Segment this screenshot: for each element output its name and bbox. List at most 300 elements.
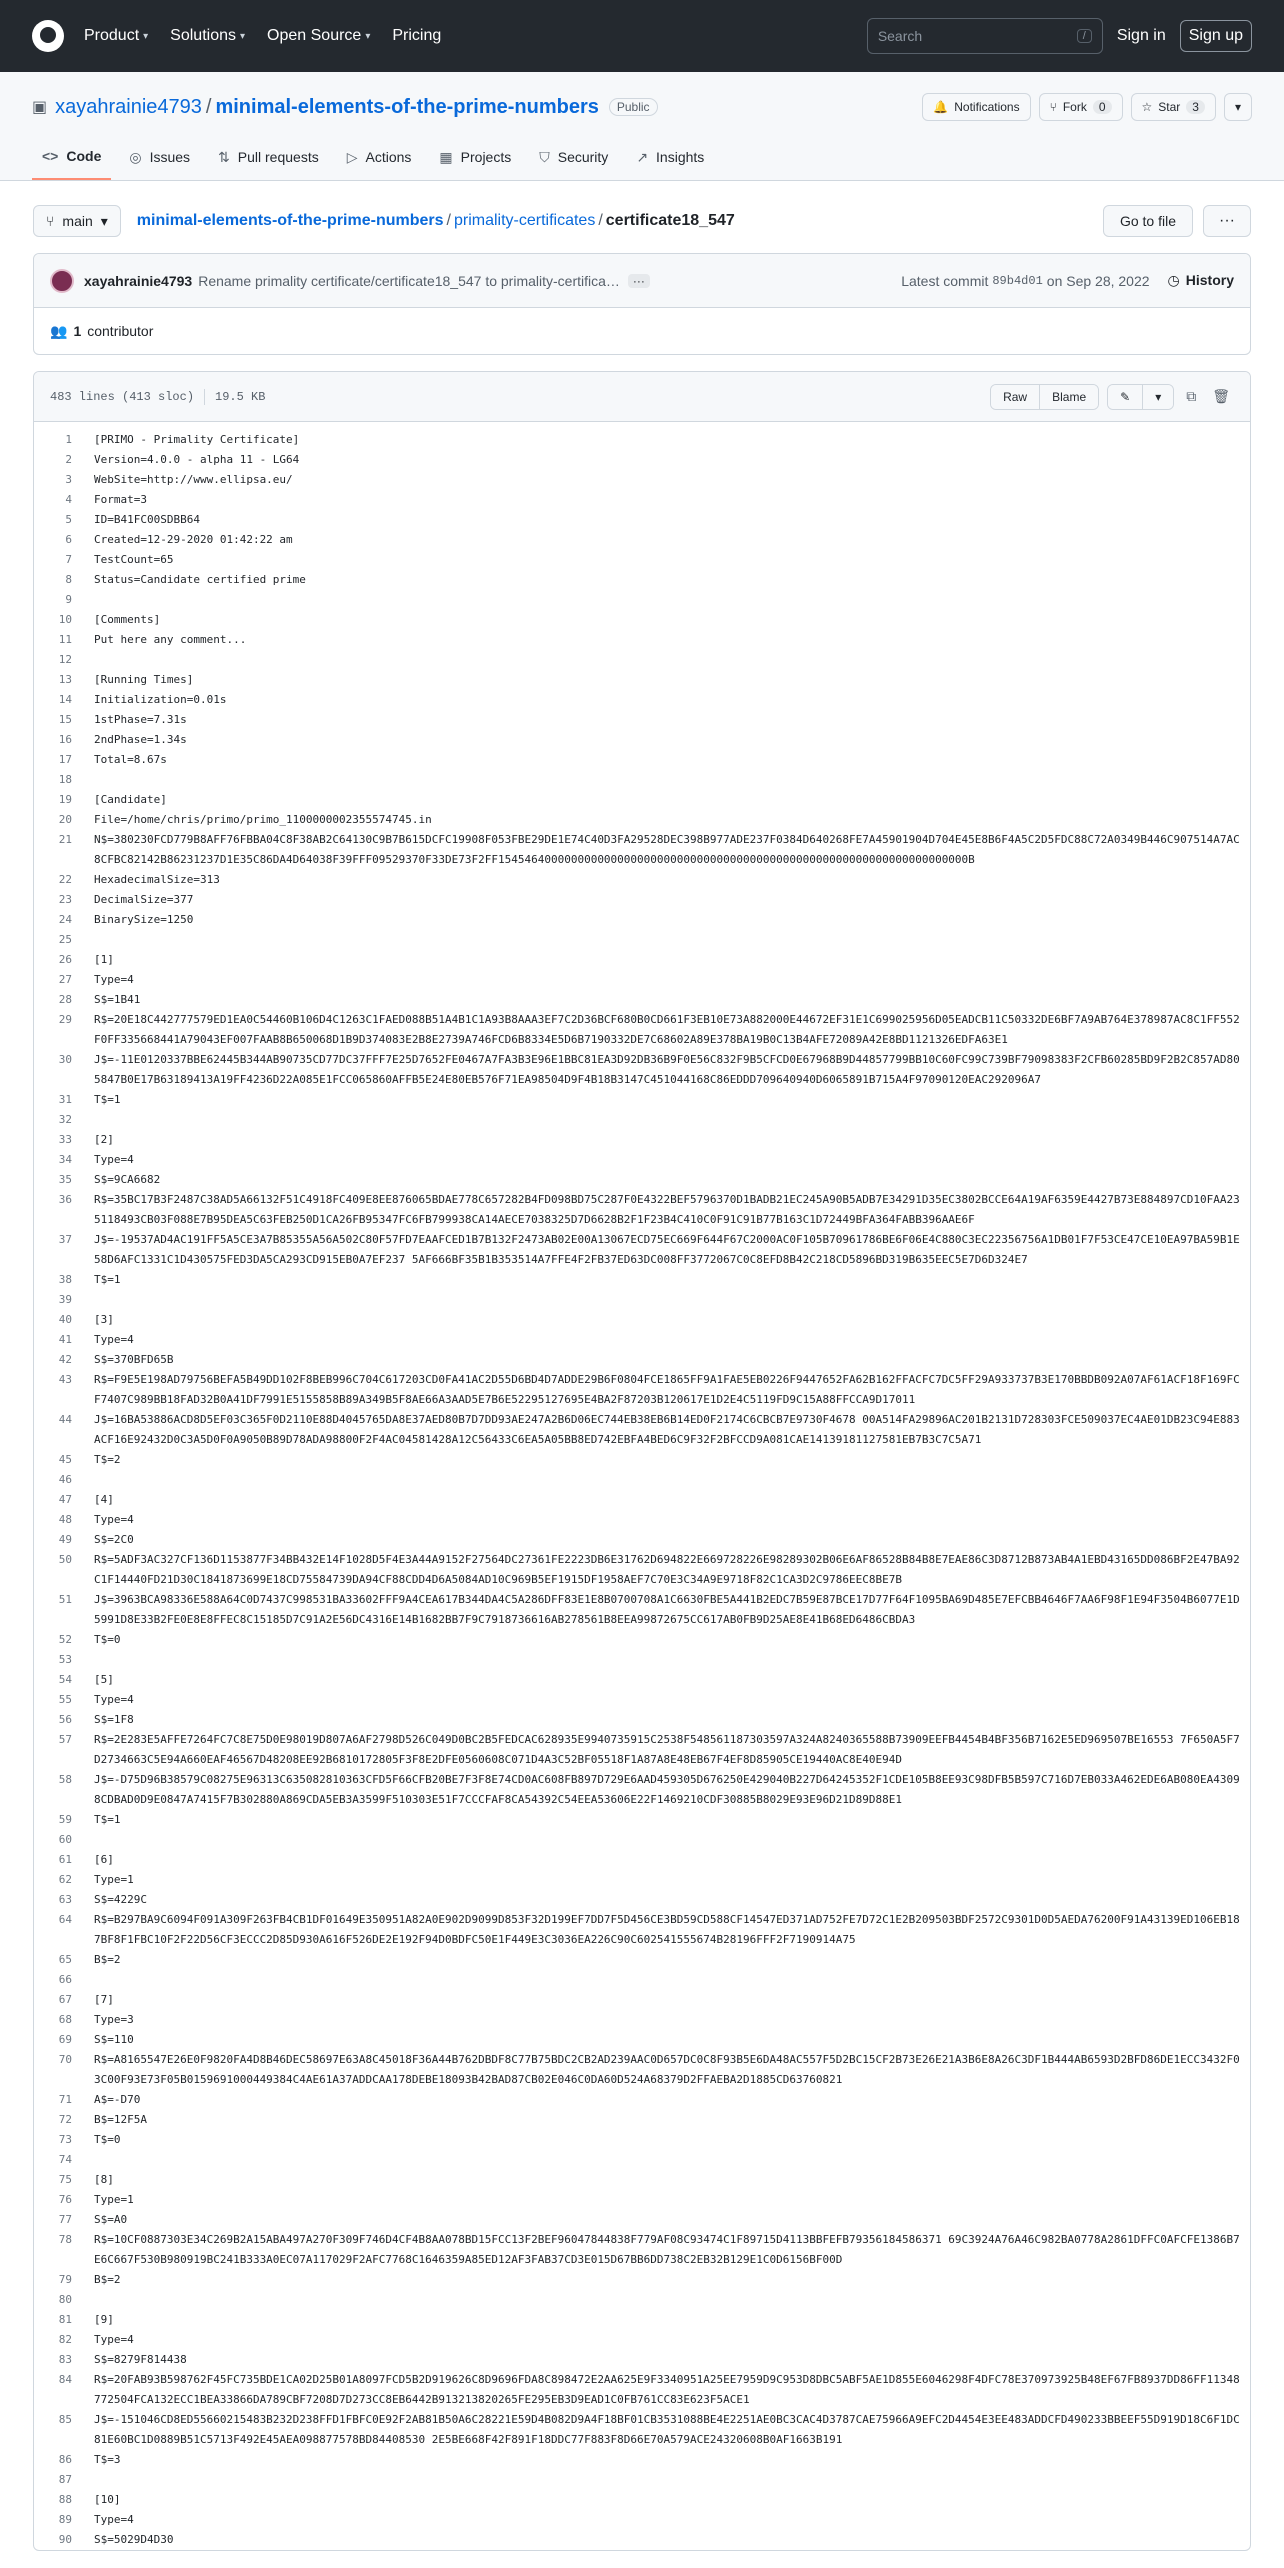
line-text: Type=4 [94, 1333, 134, 1346]
tab-actions-label: Actions [365, 149, 412, 165]
line-text: Total=8.67s [94, 753, 167, 766]
repo-owner-link[interactable]: xayahrainie4793 [55, 95, 202, 118]
line-text [84, 1830, 1250, 1850]
code-line [34, 1490, 1250, 1510]
line-number[interactable]: 13 [58, 673, 72, 686]
file-size: 19.5 KB [215, 389, 266, 404]
code-line [34, 1510, 1250, 1530]
code-line [34, 1330, 1250, 1350]
line-text: File=/home/chris/primo/primo_1100000002355574745.in [94, 813, 432, 826]
line-number[interactable]: 23 [58, 893, 72, 906]
line-number[interactable]: 25 [58, 933, 72, 946]
code-line [34, 1290, 1250, 1310]
line-number[interactable]: 89 [58, 2513, 72, 2526]
line-number[interactable]: 21 [58, 833, 72, 846]
code-line [34, 810, 1250, 830]
line-text: [Candidate] [94, 793, 167, 806]
line-number[interactable]: 14 [58, 693, 72, 706]
code-line [34, 590, 1250, 610]
line-number[interactable]: 73 [58, 2133, 72, 2146]
line-text [84, 2150, 1250, 2170]
code-line [34, 470, 1250, 490]
line-number[interactable]: 7 [65, 553, 72, 566]
code-icon: <> [42, 148, 59, 164]
line-number[interactable]: 56 [58, 1713, 72, 1726]
line-number[interactable]: 32 [58, 1113, 72, 1126]
line-number[interactable]: 49 [58, 1533, 72, 1546]
line-number[interactable]: 30 [58, 1053, 72, 1066]
line-number[interactable]: 80 [58, 2293, 72, 2306]
line-text [84, 1970, 1250, 1990]
code-line [34, 890, 1250, 910]
breadcrumb [137, 212, 735, 230]
main-content [0, 181, 1284, 2551]
line-text: T$=1 [94, 1093, 121, 1106]
line-number[interactable]: 18 [58, 773, 72, 786]
expand-commit-button[interactable]: ··· [628, 274, 650, 288]
code-line [34, 830, 1250, 870]
tab-code-label: Code [66, 148, 102, 164]
line-number[interactable]: 45 [58, 1453, 72, 1466]
nav-pricing[interactable] [392, 27, 441, 45]
line-text: TestCount=65 [94, 553, 174, 566]
code-line [34, 1810, 1250, 1830]
line-number[interactable]: 84 [58, 2373, 72, 2386]
line-text: S$=1B41 [94, 993, 141, 1006]
code-line [34, 1090, 1250, 1110]
line-number[interactable]: 62 [58, 1873, 72, 1886]
line-number[interactable]: 69 [58, 2033, 72, 2046]
line-text: T$=1 [94, 1273, 121, 1286]
fork-count: 0 [1093, 100, 1112, 114]
line-number[interactable]: 19 [58, 793, 72, 806]
github-logo-icon[interactable] [32, 20, 64, 52]
line-number[interactable]: 12 [58, 653, 72, 666]
line-number[interactable]: 51 [58, 1593, 72, 1606]
line-text: WebSite=http://www.ellipsa.eu/ [94, 473, 293, 486]
branch-select-button[interactable] [33, 205, 121, 237]
line-number[interactable]: 38 [58, 1273, 72, 1286]
line-text: J$=-D75D96B38579C08275E96313C635082810363CFD5F66CFB20BE7F3F8E74CD0AC608FB897D729E6AAD459305D676250E429040B227D64245352F1CDE105B8EE93C98DFB5B597C716D7EB033A462EDE6AB080EA43098CDBAD0D9E0847A7415F7B302880A869CDA5EB3A3599F510303E51F7CCCFAF8CA54392C54EEA53606E22F1469210CDF30885B8029E93E96D21D89D88E1 [94, 1773, 1240, 1806]
line-number[interactable]: 2 [65, 453, 72, 466]
nav-product[interactable] [84, 27, 148, 45]
chevron-down-icon[interactable]: ▾ [1142, 385, 1173, 409]
line-number[interactable]: 63 [58, 1893, 72, 1906]
line-number[interactable]: 26 [58, 953, 72, 966]
commit-message-link[interactable]: Rename primality certificate/certificate18_547 to primality-certifica… [198, 272, 620, 289]
tab-actions[interactable] [337, 136, 422, 180]
breadcrumb-repo-link[interactable]: minimal-elements-of-the-prime-numbers [136, 212, 444, 229]
line-text: R$=35BC17B3F2487C38AD5A66132F51C4918FC409E8EE876065BDAE778C657282B4FD098BD75C287F0E4322BEF5796370D1BADB21EC245A90B5ADB7E34291D35EC3802BCCE64A19AF6359E4427B73E884897CD10FAA235118493CB03F088E7B95DEA5C63FEB250D1CA26FB95347FC6FB799938CA14AECE7038325D7D6628B2F1F23B4C410C0F91C91B77B163C1D72449BFA364FABB396AAE6F [94, 1193, 1240, 1226]
file-viewer [33, 371, 1251, 2551]
code-line [34, 1870, 1250, 1890]
commit-date: on Sep 28, 2022 [1046, 272, 1150, 289]
line-number[interactable]: 87 [58, 2473, 72, 2486]
repo-name-link[interactable]: minimal-elements-of-the-prime-numbers [215, 95, 599, 118]
line-text: S$=9CA6682 [94, 1173, 161, 1186]
line-text: R$=20FAB93B598762F45FC735BDE1CA02D25B01A8097FCD5B2D919626C8D9696FDA8C898472E2AA625E9F3340951A25EE7959D9C953D8DBC5ABF5AE1D855E6046298F4DFC78E370973925B48EF67FB8937DD86FF11348772504FCA132ECC1BEA33866DA789CBF7208D7D273CC8EB6442B913213820265FE295EB3D9EAD1C0FB761CC83E623F5ACE1 [94, 2373, 1240, 2406]
line-number[interactable]: 61 [58, 1853, 72, 1866]
contributors-label: contributor [87, 323, 154, 339]
code-line [34, 1950, 1250, 1970]
line-text: [10] [94, 2493, 121, 2506]
nav-product-label: Product [84, 27, 140, 44]
code-line [34, 1110, 1250, 1130]
line-number[interactable]: 15 [58, 713, 72, 726]
code-line [34, 490, 1250, 510]
line-number[interactable]: 50 [58, 1553, 72, 1566]
line-number[interactable]: 33 [58, 1133, 72, 1146]
commit-author-link[interactable]: xayahrainie4793 [84, 272, 193, 289]
breadcrumb-dir-link[interactable]: primality-certificates [453, 212, 596, 229]
line-text: BinarySize=1250 [94, 913, 194, 926]
line-number[interactable]: 37 [58, 1233, 72, 1246]
search-placeholder: Search [877, 28, 923, 44]
line-number[interactable]: 74 [58, 2153, 72, 2166]
code-line [34, 2110, 1250, 2130]
code-line [34, 1830, 1250, 1850]
pencil-icon[interactable]: ✎ [1108, 385, 1142, 409]
line-number[interactable]: 9 [65, 593, 72, 606]
line-text: Type=4 [94, 2513, 134, 2526]
chevron-down-icon: ▾ [143, 30, 149, 42]
issue-icon: ◎ [129, 148, 142, 165]
nav-open-source-label: Open Source [267, 27, 362, 44]
line-number[interactable]: 46 [58, 1473, 72, 1486]
code-line [34, 750, 1250, 770]
code-line [34, 2130, 1250, 2150]
code-line [34, 2210, 1250, 2230]
line-number[interactable]: 1 [65, 433, 72, 446]
line-text: [PRIMO - Primality Certificate] [94, 433, 300, 446]
code-line [34, 1890, 1250, 1910]
line-text: S$=A0 [94, 2213, 128, 2226]
shield-icon: ⛉ [539, 148, 550, 165]
line-number[interactable]: 10 [58, 613, 72, 626]
line-text [84, 2290, 1250, 2310]
line-number[interactable]: 39 [58, 1293, 72, 1306]
code-line [34, 2310, 1250, 2330]
code-line [34, 510, 1250, 530]
line-number[interactable]: 79 [58, 2273, 72, 2286]
code-line [34, 1590, 1250, 1630]
branch-name: main [62, 213, 93, 229]
avatar[interactable] [50, 269, 74, 293]
code-line [34, 870, 1250, 890]
line-text: R$=F9E5E198AD79756BEFA5B49DD102F8BEB996C704C617203CD0FA41AC2D55D6BD4D7ADDE29B6F0804FCE1865FF9A1FAE5EB0226F9447652FA62B162FFACFC7DC5FF29A933737B3E170BBDB092A07AF61ACF18F169FCF7407C989BB18FAD32B0A41DF7991E5155858B89A349B5F8AE66A3AAD5E7B6E52295127695E4BA2F87203B120617E1D2E4C5119FD9C15A88FFCCA9D17011 [94, 1373, 1240, 1406]
repo-separator: / [205, 95, 212, 118]
line-text: DecimalSize=377 [94, 893, 194, 906]
tab-projects[interactable] [429, 136, 521, 180]
code-line [34, 1450, 1250, 1470]
code-line [34, 670, 1250, 690]
line-number[interactable]: 44 [58, 1413, 72, 1426]
line-number[interactable]: 20 [58, 813, 72, 826]
line-text: [9] [94, 2313, 114, 2326]
star-label: Star [1158, 100, 1181, 114]
line-number[interactable]: 16 [58, 733, 72, 746]
chevron-down-icon: ▾ [1234, 100, 1241, 114]
line-number[interactable]: 40 [58, 1313, 72, 1326]
breadcrumb-separator: / [598, 212, 603, 229]
line-text: [7] [94, 1993, 114, 2006]
line-text: HexadecimalSize=313 [94, 873, 220, 886]
line-number[interactable]: 70 [58, 2053, 72, 2066]
line-number[interactable]: 43 [58, 1373, 72, 1386]
line-number[interactable]: 66 [58, 1973, 72, 1986]
code-line [34, 2230, 1250, 2270]
line-number[interactable]: 90 [58, 2533, 72, 2546]
line-text: S$=2C0 [94, 1533, 134, 1546]
line-text: Type=1 [94, 1873, 134, 1886]
line-text: [2] [94, 1133, 114, 1146]
code-line [34, 570, 1250, 590]
line-number[interactable]: 68 [58, 2013, 72, 2026]
history-button[interactable] [1168, 272, 1234, 289]
line-number[interactable]: 72 [58, 2113, 72, 2126]
line-text [84, 1470, 1250, 1490]
line-text: S$=5029D4D30 [94, 2533, 174, 2546]
line-number[interactable]: 3 [65, 473, 72, 486]
code-line [34, 2370, 1250, 2410]
line-number[interactable]: 71 [58, 2093, 72, 2106]
line-text: [8] [94, 2173, 114, 2186]
blame-button[interactable]: Blame [1039, 385, 1098, 409]
go-to-file-button[interactable]: Go to file [1103, 205, 1193, 237]
line-text: Type=4 [94, 1513, 134, 1526]
tab-security[interactable] [529, 136, 618, 180]
line-text: [Running Times] [94, 673, 194, 686]
line-text: Type=4 [94, 1693, 134, 1706]
line-number[interactable]: 42 [58, 1353, 72, 1366]
line-text: B$=2 [94, 1953, 121, 1966]
line-text: Created=12-29-2020 01:42:22 am [94, 533, 293, 546]
code-line [34, 2290, 1250, 2310]
line-number[interactable]: 52 [58, 1633, 72, 1646]
more-options-button[interactable] [1203, 205, 1251, 237]
line-number[interactable]: 8 [65, 573, 72, 586]
nav-pricing-label: Pricing [392, 27, 442, 44]
line-text: Format=3 [94, 493, 147, 506]
code-line [34, 2270, 1250, 2290]
tab-insights-label: Insights [656, 149, 705, 165]
code-line [34, 2330, 1250, 2350]
line-text: B$=2 [94, 2273, 121, 2286]
line-text [84, 770, 1250, 790]
code-line [34, 1270, 1250, 1290]
tab-insights[interactable] [626, 136, 714, 180]
code-line [34, 1310, 1250, 1330]
line-number[interactable]: 5 [65, 513, 72, 526]
code-line [34, 2530, 1250, 2550]
code-line [34, 770, 1250, 790]
file-lines-info: 483 lines (413 sloc) [50, 389, 195, 404]
code-line [34, 450, 1250, 470]
contributors-row [34, 308, 1250, 354]
line-text: [4] [94, 1493, 114, 1506]
people-icon: 👥 [50, 322, 68, 339]
line-text: Type=1 [94, 2193, 134, 2206]
code-line [34, 2090, 1250, 2110]
code-line [34, 2410, 1250, 2450]
line-number[interactable]: 29 [58, 1013, 72, 1026]
notifications-button[interactable] [922, 93, 1030, 121]
line-text: Initialization=0.01s [94, 693, 227, 706]
line-number[interactable]: 17 [58, 753, 72, 766]
line-number[interactable]: 59 [58, 1813, 72, 1826]
line-number[interactable]: 4 [65, 493, 72, 506]
line-text: Type=3 [94, 2013, 134, 2026]
code-line [34, 2010, 1250, 2030]
code-line [34, 1650, 1250, 1670]
raw-button[interactable]: Raw [991, 385, 1039, 409]
code-line [34, 1970, 1250, 1990]
line-number[interactable]: 41 [58, 1333, 72, 1346]
line-text: S$=1F8 [94, 1713, 134, 1726]
play-icon: ▷ [346, 148, 358, 165]
line-number[interactable]: 78 [58, 2233, 72, 2246]
graph-icon: ↗ [636, 148, 649, 165]
top-nav [84, 27, 441, 45]
line-text: [1] [94, 953, 114, 966]
line-number[interactable]: 58 [58, 1773, 72, 1786]
line-number[interactable]: 34 [58, 1153, 72, 1166]
chevron-down-icon: ▾ [100, 212, 108, 229]
line-number[interactable]: 65 [58, 1953, 72, 1966]
code-line [34, 1130, 1250, 1150]
star-dropdown-button[interactable] [1224, 93, 1252, 121]
code-line [34, 1730, 1250, 1770]
repo-header [0, 72, 1284, 181]
line-text: J$=-19537AD4AC191FF5A5CE3A7B85355A56A502C80F57FD7EAAFCED1B7B132F2473AB02E00A13067ECD75EC669F644F67C2000AC0F105B70961786BE6F06E4C880C3EC22356756A1DB01F7F53CE47CE10EA97BA59B1E58D6AFC1331C1D430575FED3DA5CA293CD915EB0A7EF237 5AF666BF35B1B353514A7FFE4F2FB37ED63DC008FF3772067C0C8EFD8B42C218CD5896BD319B635EEC5E7D6D324E7 [94, 1233, 1240, 1266]
code-line [34, 730, 1250, 750]
fork-button[interactable] [1039, 93, 1123, 121]
code-line [34, 1150, 1250, 1170]
line-number[interactable]: 75 [58, 2173, 72, 2186]
code-line [34, 630, 1250, 650]
line-text [84, 2470, 1250, 2490]
line-text [84, 590, 1250, 610]
line-number[interactable]: 82 [58, 2333, 72, 2346]
commit-sha-link[interactable]: 89b4d01 [992, 273, 1043, 288]
code-line [34, 1710, 1250, 1730]
line-number[interactable]: 64 [58, 1913, 72, 1926]
code-line [34, 950, 1250, 970]
kebab-horizontal-icon: ··· [1219, 212, 1235, 229]
notifications-label: Notifications [954, 100, 1020, 114]
star-button[interactable] [1131, 93, 1216, 121]
nav-solutions[interactable] [170, 27, 245, 45]
sign-up-button[interactable]: Sign up [1180, 20, 1252, 52]
line-text: T$=0 [94, 1633, 121, 1646]
trash-icon[interactable]: 🗑 [1212, 388, 1230, 404]
code-line [34, 2050, 1250, 2090]
code-line [34, 1770, 1250, 1810]
line-number[interactable]: 85 [58, 2413, 72, 2426]
line-number[interactable]: 53 [58, 1653, 72, 1666]
line-text: R$=B297BA9C6094F091A309F263FB4CB1DF01649E350951A82A0E902D9099D853F32D199EF7DD7F5D456CE3BD59CD588CF14547ED371AD752FE7D72C1E2B209503BDF2572C9301D0D5AEDA76200F91A43139ED106EB187BF8F1FBC10F2F22D56CF3ECCC2D85D930A616F526DE2E192F94D0BDFC50E1F449E3C3036EA226C90C602541555674B28196FFF2F7190914A75 [94, 1913, 1240, 1946]
tab-pull-requests[interactable] [208, 136, 329, 180]
line-number[interactable]: 81 [58, 2313, 72, 2326]
line-number[interactable]: 24 [58, 913, 72, 926]
tab-issues-label: Issues [149, 149, 191, 165]
visibility-badge: Public [609, 98, 658, 116]
line-text: J$=-151046CD8ED55660215483B232D238FFD1FBFC0E92F2AB81B50A6C28221E59D4B082D9A4F18BF01CB3531088BE4E2251AE0BC3CAC4D3787CAE75966A9EFC2D4454E3EE483ADDCFD490233BBEEF55D919D18C6F1DC81E60BC1D0889B51C5713F492E45AEA098877578BD84408530 2E5BE668F42F891F18DDC77F883F8D66E70A579ACE24320608B0AF1663B191 [94, 2413, 1240, 2446]
line-number[interactable]: 22 [58, 873, 72, 886]
line-text: S$=8279F814438 [94, 2353, 187, 2366]
line-text: S$=370BFD65B [94, 1353, 174, 1366]
sign-in-link[interactable]: Sign in [1116, 27, 1166, 44]
code-line [34, 530, 1250, 550]
code-line [34, 2510, 1250, 2530]
line-number[interactable]: 6 [65, 533, 72, 546]
nav-open-source[interactable] [267, 27, 370, 45]
tab-code[interactable] [32, 136, 111, 180]
code-line [34, 1010, 1250, 1050]
line-text: 1stPhase=7.31s [94, 713, 187, 726]
code-line [34, 910, 1250, 930]
code-line [34, 2450, 1250, 2470]
line-number[interactable]: 28 [58, 993, 72, 1006]
line-number[interactable]: 35 [58, 1173, 72, 1186]
line-number[interactable]: 67 [58, 1993, 72, 2006]
fork-icon: ⑂ [1049, 100, 1057, 114]
code-line [34, 2190, 1250, 2210]
line-number[interactable]: 77 [58, 2213, 72, 2226]
line-text: R$=5ADF3AC327CF136D1153877F34BB432E14F1028D5F4E3A44A9152F27564DC27361FE2223DB6E31762D694822E669728226E98289302B06E6AF86528B84B8E7EAE86C3D8712B873AB4A1EBD43165DD086BF2E47BA92C1F14440FD21D30C1841873699E18CD75584739DA94CF88CDD4D6A5084AD10C969B5EF1915DF1958AEF7C70E3C34A9E9718F82C1CA3D2C9786EEC8BE7B [94, 1553, 1240, 1586]
code-line [34, 1670, 1250, 1690]
code-line [34, 1470, 1250, 1490]
search-shortcut-hint: / [1077, 29, 1092, 43]
line-number[interactable]: 31 [58, 1093, 72, 1106]
line-number[interactable]: 27 [58, 973, 72, 986]
line-number[interactable]: 36 [58, 1193, 72, 1206]
code-view [34, 422, 1250, 2550]
line-text: R$=A8165547E26E0F9820FA4D8B46DEC58697E63A8C45018F36A44B762DBDF8C77B75BDC2CB2AD239AAC0D657DC0C8F93B5E6DA48AC557F5D2BC15CF2B73E26E21A3B6E8A26C3DF1B444AB6593D2BFD86DE1ECC3432F03C00F93E73F05B0159691000449384C4AE61A37ADDCAA178DEBE18093B42BAD87CB02E046C0DA60D524A68379D2FFAEBA2D1885CD63760821 [94, 2053, 1240, 2086]
line-number[interactable]: 57 [58, 1733, 72, 1746]
line-number[interactable]: 60 [58, 1833, 72, 1846]
chevron-down-icon: ▾ [365, 30, 371, 42]
line-number[interactable]: 47 [58, 1493, 72, 1506]
line-text: [Comments] [94, 613, 161, 626]
line-number[interactable]: 48 [58, 1513, 72, 1526]
line-text: Version=4.0.0 - alpha 11 - LG64 [94, 453, 300, 466]
code-line [34, 1530, 1250, 1550]
breadcrumb-separator: / [446, 212, 451, 229]
line-number[interactable]: 76 [58, 2193, 72, 2206]
branch-icon: ⑂ [46, 213, 55, 229]
repo-icon: ▣ [32, 99, 48, 116]
line-text: J$=-11E0120337BBE62445B344AB90735CD77DC37FFF7E25D7652FE0467A7FA3B3E96E1BBC81EA3D92DB36B9F0E56C832F9B5CFCD0E67968B9D44857799BB10C60FC99C739BF79098383F2CFB60285BD9F2B2C857AD805847B0E17B63189413A19FF4236D22A085E1FCC065860AFFB5E24E80EB576F71EA98504D9F4B18B3147C451044168C86EDDD709640940D6065891B715A4F97090120EAC292096A7 [94, 1053, 1240, 1086]
copy-icon[interactable]: ⧉ [1186, 388, 1197, 404]
line-number[interactable]: 83 [58, 2353, 72, 2366]
line-number[interactable]: 54 [58, 1673, 72, 1686]
edit-group [1107, 384, 1174, 410]
chevron-down-icon: ▾ [240, 30, 246, 42]
search-input[interactable] [867, 18, 1103, 54]
code-line [34, 790, 1250, 810]
code-line [34, 1050, 1250, 1090]
line-number[interactable]: 11 [58, 633, 72, 646]
line-text: J$=3963BCA98336E588A64C0D7437C998531BA33602FFF9A4CEA617B344DA4C5A286DFF83E1E8B0700708A1C6630FBE5A441B2EDC7B59E87BCE17D77F64F1095BA69D485E7EFCBB4646F7AA6F98F1E94F3504B6077E1D5991D8E33B2FE0E8E8FFEC8C15185D7C91A2E56DC4316E14B1682BB7F9C7918736616AB278561B8EEA99872675CC617AB0FB9D25AE8E41B68ED6486CBDA3 [94, 1593, 1240, 1626]
code-line [34, 2150, 1250, 2170]
line-number[interactable]: 55 [58, 1693, 72, 1706]
line-number[interactable]: 88 [58, 2493, 72, 2506]
line-number[interactable]: 86 [58, 2453, 72, 2466]
tab-issues[interactable] [119, 136, 200, 180]
repo-tabs [32, 136, 1252, 180]
line-text: Type=4 [94, 2333, 134, 2346]
